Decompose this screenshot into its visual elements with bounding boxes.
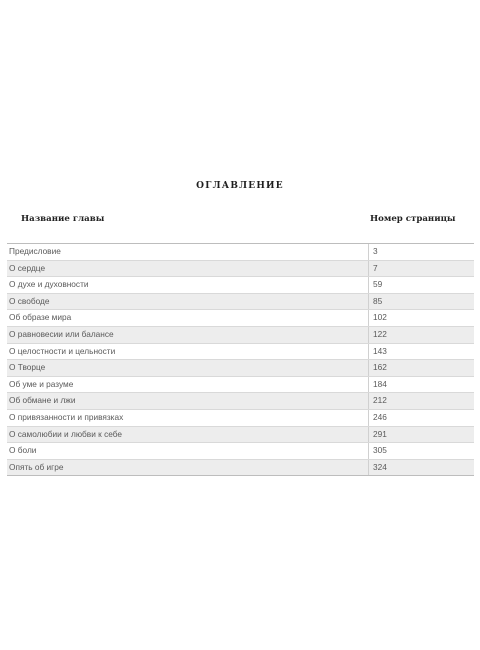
table-header bbox=[8, 214, 474, 230]
table-of-contents bbox=[7, 243, 474, 476]
page-number: 212 bbox=[368, 393, 387, 409]
table-row bbox=[7, 410, 474, 427]
table-row bbox=[7, 393, 474, 410]
table-row bbox=[7, 344, 474, 361]
page-number: 59 bbox=[368, 277, 382, 293]
chapter-title: О равновесии или балансе bbox=[9, 328, 114, 339]
table-row bbox=[7, 244, 474, 261]
page-number: 143 bbox=[368, 344, 387, 360]
page-number: 291 bbox=[368, 427, 387, 443]
chapter-title: О свободе bbox=[9, 295, 50, 306]
page-number: 305 bbox=[368, 443, 387, 459]
page-number: 246 bbox=[368, 410, 387, 426]
table-row bbox=[7, 294, 474, 311]
chapter-title: Об обмане и лжи bbox=[9, 395, 76, 406]
page-number: 3 bbox=[368, 244, 378, 260]
chapter-title: О духе и духовности bbox=[9, 279, 89, 290]
chapter-title: Об уме и разуме bbox=[9, 378, 74, 389]
table-row bbox=[7, 377, 474, 394]
table-row bbox=[7, 443, 474, 460]
chapter-title: О самолюбии и любви к себе bbox=[9, 428, 123, 439]
table-row bbox=[7, 427, 474, 444]
page-number: 7 bbox=[368, 261, 378, 277]
page-number: 122 bbox=[368, 327, 387, 343]
chapter-column-header: Название главы bbox=[21, 214, 105, 224]
page-number: 324 bbox=[368, 460, 387, 476]
table-row bbox=[7, 277, 474, 294]
table-row bbox=[7, 261, 474, 278]
table-row bbox=[7, 327, 474, 344]
page-column-header: Номер страницы bbox=[370, 214, 456, 224]
chapter-title: О Творце bbox=[9, 362, 46, 373]
chapter-title: О целостности и цельности bbox=[9, 345, 116, 356]
chapter-title: Об образе мира bbox=[9, 312, 72, 323]
page-title: оглавление bbox=[196, 176, 284, 191]
chapter-title: О боли bbox=[9, 445, 37, 456]
table-row bbox=[7, 360, 474, 377]
chapter-title: Предисловие bbox=[9, 246, 61, 256]
table-row bbox=[7, 460, 474, 476]
page-number: 162 bbox=[368, 360, 387, 376]
table-row bbox=[7, 310, 474, 327]
chapter-title: О привязанности и привязках bbox=[9, 411, 124, 422]
page-number: 102 bbox=[368, 310, 387, 326]
page-number: 184 bbox=[368, 377, 387, 393]
chapter-title: Опять об игре bbox=[9, 461, 64, 472]
chapter-title: О сердце bbox=[9, 262, 46, 273]
page-number: 85 bbox=[368, 294, 382, 310]
